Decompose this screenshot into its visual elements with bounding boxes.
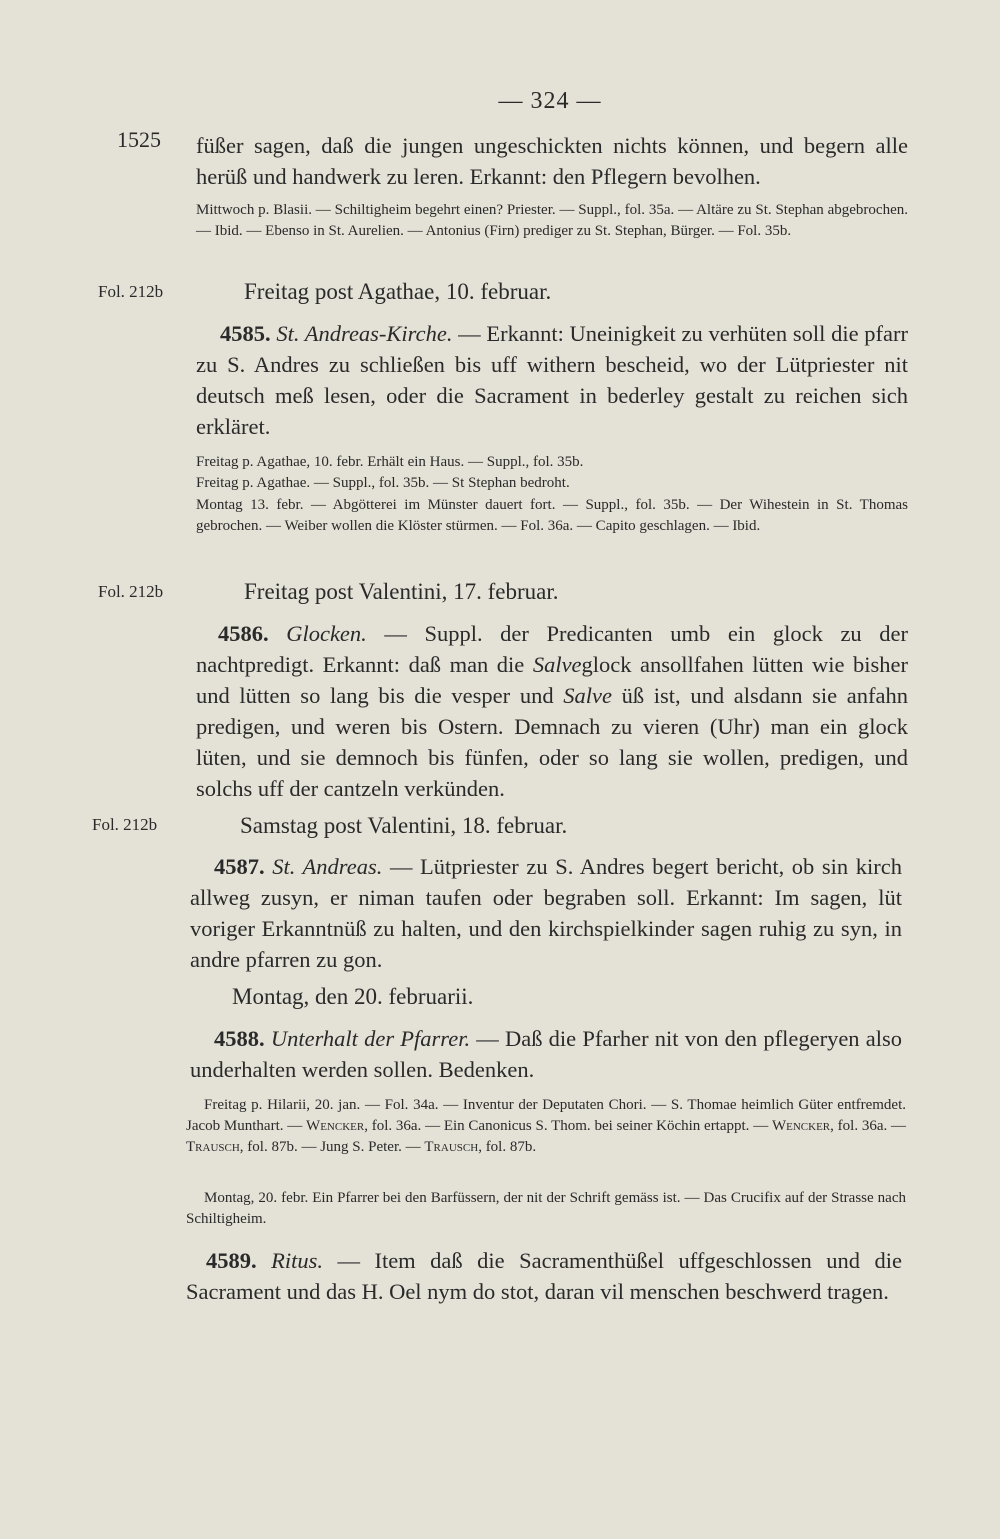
- note-4585-2: Freitag p. Agathae. — Suppl., fol. 35b. — St Stephan bedroht.: [196, 475, 570, 491]
- intro-text: füßer sagen, daß die jungen ungeschickten nichts können, und begern alle herüß und handwerk zu leren. Erkannt: den Pflegern bevolhen.: [196, 133, 908, 189]
- fol-ref-2: Fol. 212b: [98, 582, 164, 601]
- entry-4586: 4586. Glocken. — Suppl. der Predicanten umb ein glock zu der nachtpredigt. Erkannt: daß man die Salveglock ansollfahen lütten wie bisher und lütten so lang bis die vesper und Salve üß ist, und alsdann sie anfahn predigen, und weren bis Ostern. Demnach zu vieren (Uhr) man ein glock lüten, und sie demnoch bis fünfen, oder so lang sie wollen, predigen, und solchs uff der cantzeln verkünden.: [196, 621, 909, 801]
- entry-4587: [190, 851, 902, 975]
- entry-number: 4586.: [218, 621, 269, 646]
- note-4585-1: Freitag p. Agathae, 10. febr. Erhält ein Haus. — Suppl., fol. 35b.: [196, 454, 584, 470]
- intro-note: Mittwoch p. Blasii. — Schiltigheim begehrt einen? Priester. — Suppl., fol. 35a. — Altäre zu St. Stephan abgebrochen. — Ibid. — Ebenso in St. Aurelien. — Antonius (Firn) prediger zu St. Stephan, Bürger. — Fol. 35b.: [196, 202, 908, 239]
- page-number: — 324 —: [498, 88, 602, 114]
- entry-number: 4588.: [214, 1026, 265, 1051]
- fol-ref-1: Fol. 212b: [98, 282, 164, 301]
- entry-text: — Lütpriester zu S. Andres begert bericht, ob sin kirch allweg zusyn, er niman taufen oder begraben soll. Erkannt: Im sagen, lüt voriger Erkanntnüß zu halten, und den kirchspielkinder sagen ruhig zu syn, in andre pfarren zu gon.: [190, 854, 902, 972]
- entry-title: St. Andreas.: [272, 854, 383, 879]
- note-4588-2: Montag, 20. febr. Ein Pfarrer bei den Barfüssern, der nit der Schrift gemäss ist. — Das Crucifix auf der Strasse nach Schiltigheim.: [186, 1190, 906, 1227]
- date-heading-3: Samstag post Valentini, 18. februar.: [240, 813, 568, 838]
- entry-title: Unterhalt der Pfarrer.: [270, 1026, 471, 1051]
- entry-number: 4585.: [220, 321, 271, 346]
- date-heading-4: Montag, den 20. februarii.: [232, 984, 474, 1009]
- entry-title: Ritus.: [271, 1248, 323, 1273]
- entry-text: — Erkannt: Uneinigkeit zu verhüten soll die pfarr zu S. Andres zu schließen bis uff withern bescheid, wo der Lütpriester nit deutsch meß lesen, oder die Sacrament in bederley gestalt zu reichen sich erkläret.: [196, 321, 908, 439]
- entry-title: Glocken.: [286, 621, 367, 646]
- entry-4589: [186, 1245, 902, 1307]
- year-marker: 1525: [117, 127, 161, 152]
- entry-number: 4587.: [214, 854, 265, 879]
- note-4588-1: Freitag p. Hilarii, 20. jan. — Fol. 34a. — Inventur der Deputaten Chori. — S. Thomae heimlich Güter entfremdet. Jacob Munthart. — Wencker, fol. 36a. — Ein Canonicus S. Thom. bei seiner Köchin ertappt. — Wencker, fol. 36a. — Trausch, fol. 87b. — Jung S. Peter. — Trausch, fol. 87b.: [186, 1097, 907, 1155]
- date-heading-1: Freitag post Agathae, 10. februar.: [244, 279, 552, 304]
- note-4585-3: Montag 13. febr. — Abgötterei im Münster dauert fort. — Suppl., fol. 35b. — Der Wihestein in St. Thomas gebrochen. — Weiber wollen die Klöster stürmen. — Fol. 36a. — Capito geschlagen. — Ibid.: [196, 497, 908, 534]
- fol-ref-3: Fol. 212b: [92, 815, 158, 834]
- date-heading-2: Freitag post Valentini, 17. februar.: [244, 579, 559, 604]
- entry-number: 4589.: [206, 1248, 257, 1273]
- entry-title: St. Andreas-Kirche.: [276, 321, 453, 346]
- entry-text: — Item daß die Sacramenthüßel uffgeschlossen und die Sacrament und das H. Oel nym do stot, daran vil menschen beschwerd tragen.: [186, 1248, 903, 1304]
- entry-4588: [190, 1023, 902, 1085]
- entry-4585: [196, 318, 908, 442]
- entry-text: — Daß die Pfarher nit von den pflegeryen also underhalten werden sollen. Bedenken.: [190, 1026, 902, 1082]
